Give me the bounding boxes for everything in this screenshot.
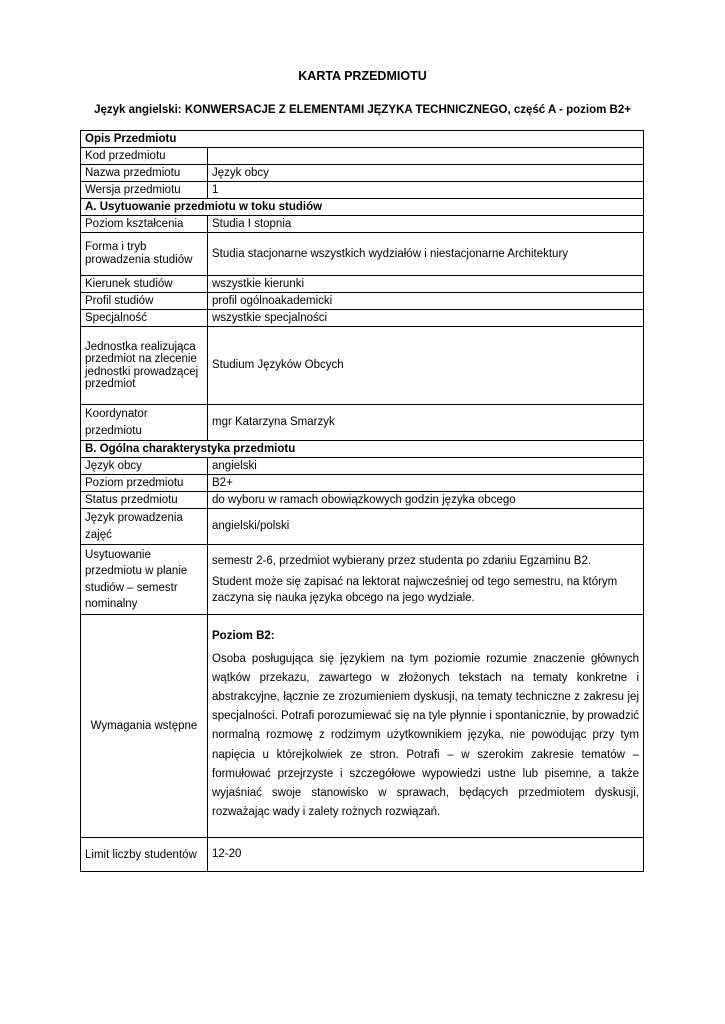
table-row bbox=[81, 165, 644, 182]
table-row bbox=[81, 441, 644, 458]
specjalnosc-label: Specjalność bbox=[81, 310, 208, 327]
table-row bbox=[81, 405, 644, 441]
kod-value bbox=[208, 148, 644, 165]
table-row bbox=[81, 327, 644, 405]
table-row bbox=[81, 475, 644, 492]
table-row bbox=[81, 615, 644, 838]
table-row bbox=[81, 276, 644, 293]
table-row bbox=[81, 199, 644, 216]
table-row bbox=[81, 838, 644, 872]
document-subtitle: Język angielski: KONWERSACJE Z ELEMENTAMI JĘZYKA TECHNICZNEGO, część A - poziom B2+ bbox=[94, 104, 631, 116]
jezyk-prowadzenia-value: angielski/polski bbox=[208, 509, 644, 545]
kierunek-value: wszystkie kierunki bbox=[208, 276, 644, 293]
wymagania-heading: Poziom B2: bbox=[212, 629, 275, 642]
table-row bbox=[81, 293, 644, 310]
table-row bbox=[81, 148, 644, 165]
table-row bbox=[81, 492, 644, 509]
status-label: Status przedmiotu bbox=[81, 492, 208, 509]
kod-label: Kod przedmiotu bbox=[81, 148, 208, 165]
kierunek-label: Kierunek studiów bbox=[81, 276, 208, 293]
wymagania-value bbox=[208, 615, 644, 838]
table-row bbox=[81, 216, 644, 233]
usytuowanie-value bbox=[208, 545, 644, 615]
jednostka-label: Jednostka realizująca przedmiot na zlecenie jednostki prowadzącej przedmiot bbox=[81, 327, 208, 405]
wersja-label: Wersja przedmiotu bbox=[81, 182, 208, 199]
table-row bbox=[81, 182, 644, 199]
nazwa-value: Język obcy bbox=[208, 165, 644, 182]
table-row bbox=[81, 458, 644, 475]
poziom-przedmiotu-label: Poziom przedmiotu bbox=[81, 475, 208, 492]
profil-value: profil ogólnoakademicki bbox=[208, 293, 644, 310]
wymagania-text: Osoba posługująca się językiem na tym poziomie rozumie znaczenie głównych wątków przekazu, zawartego w złożonych tekstach na tematy konkretne i abstrakcyjne, łącznie ze zrozumieniem dyskusji, na tematy techniczne z zakresu jej specjalności. Potrafi porozumiewać się na tyle płynnie i spontanicznie, by prowadzić normalną rozmowę z rodzimym użytkownikiem języka, nie powodując przy tym napięcia u którejkolwiek ze stron. Potrafi – w szerokim zakresie tematów – formułować przejrzyste i szczegółowe wypowiedzi ustne lub pisemne, a także wyjaśniać swoje stanowisko w sprawach, będących przedmiotem dyskusji, rozważając wady i zalety rożnych rozwiązań. bbox=[212, 652, 639, 819]
wymagania-label: Wymagania wstępne bbox=[81, 615, 208, 838]
document-title: KARTA PRZEDMIOTU bbox=[298, 69, 427, 83]
usytuowanie-value-line-1: semestr 2-6, przedmiot wybierany przez studenta po zdaniu Egzaminu B2. bbox=[212, 555, 592, 567]
profil-label: Profil studiów bbox=[81, 293, 208, 310]
usytuowanie-label: Usytuowanie przedmiotu w planie studiów – semestr nominalny bbox=[81, 545, 208, 615]
table-row bbox=[81, 233, 644, 276]
jezyk-obcy-value: angielski bbox=[208, 458, 644, 475]
table-row bbox=[81, 509, 644, 545]
poziom-ksztalcenia-label: Poziom kształcenia bbox=[81, 216, 208, 233]
jezyk-obcy-label: Język obcy bbox=[81, 458, 208, 475]
koordynator-label: Koordynator przedmiotu bbox=[81, 405, 208, 441]
wersja-value: 1 bbox=[208, 182, 644, 199]
jezyk-prowadzenia-label: Język prowadzenia zajęć bbox=[81, 509, 208, 545]
forma-value: Studia stacjonarne wszystkich wydziałów i niestacjonarne Architektury bbox=[208, 233, 644, 276]
nazwa-label: Nazwa przedmiotu bbox=[81, 165, 208, 182]
table-row bbox=[81, 310, 644, 327]
specjalnosc-value: wszystkie specjalności bbox=[208, 310, 644, 327]
poziom-przedmiotu-value: B2+ bbox=[208, 475, 644, 492]
table-row bbox=[81, 131, 644, 148]
poziom-ksztalcenia-value: Studia I stopnia bbox=[208, 216, 644, 233]
section-header-opis: Opis Przedmiotu bbox=[81, 131, 644, 148]
status-value: do wyboru w ramach obowiązkowych godzin języka obcego bbox=[208, 492, 644, 509]
course-card-table bbox=[80, 130, 644, 872]
section-header-a: A. Usytuowanie przedmiotu w toku studiów bbox=[81, 199, 644, 216]
section-header-b: B. Ogólna charakterystyka przedmiotu bbox=[81, 441, 644, 458]
koordynator-value: mgr Katarzyna Smarzyk bbox=[208, 405, 644, 441]
limit-label: Limit liczby studentów bbox=[81, 838, 208, 872]
limit-value: 12-20 bbox=[208, 838, 644, 872]
forma-label: Forma i tryb prowadzenia studiów bbox=[81, 233, 208, 276]
usytuowanie-value-line-2: Student może się zapisać na lektorat najwcześniej od tego semestru, na którym zaczyna się nauka języka obcego na jego wydziale. bbox=[212, 576, 618, 604]
table-row bbox=[81, 545, 644, 615]
jednostka-value: Studium Języków Obcych bbox=[208, 327, 644, 405]
